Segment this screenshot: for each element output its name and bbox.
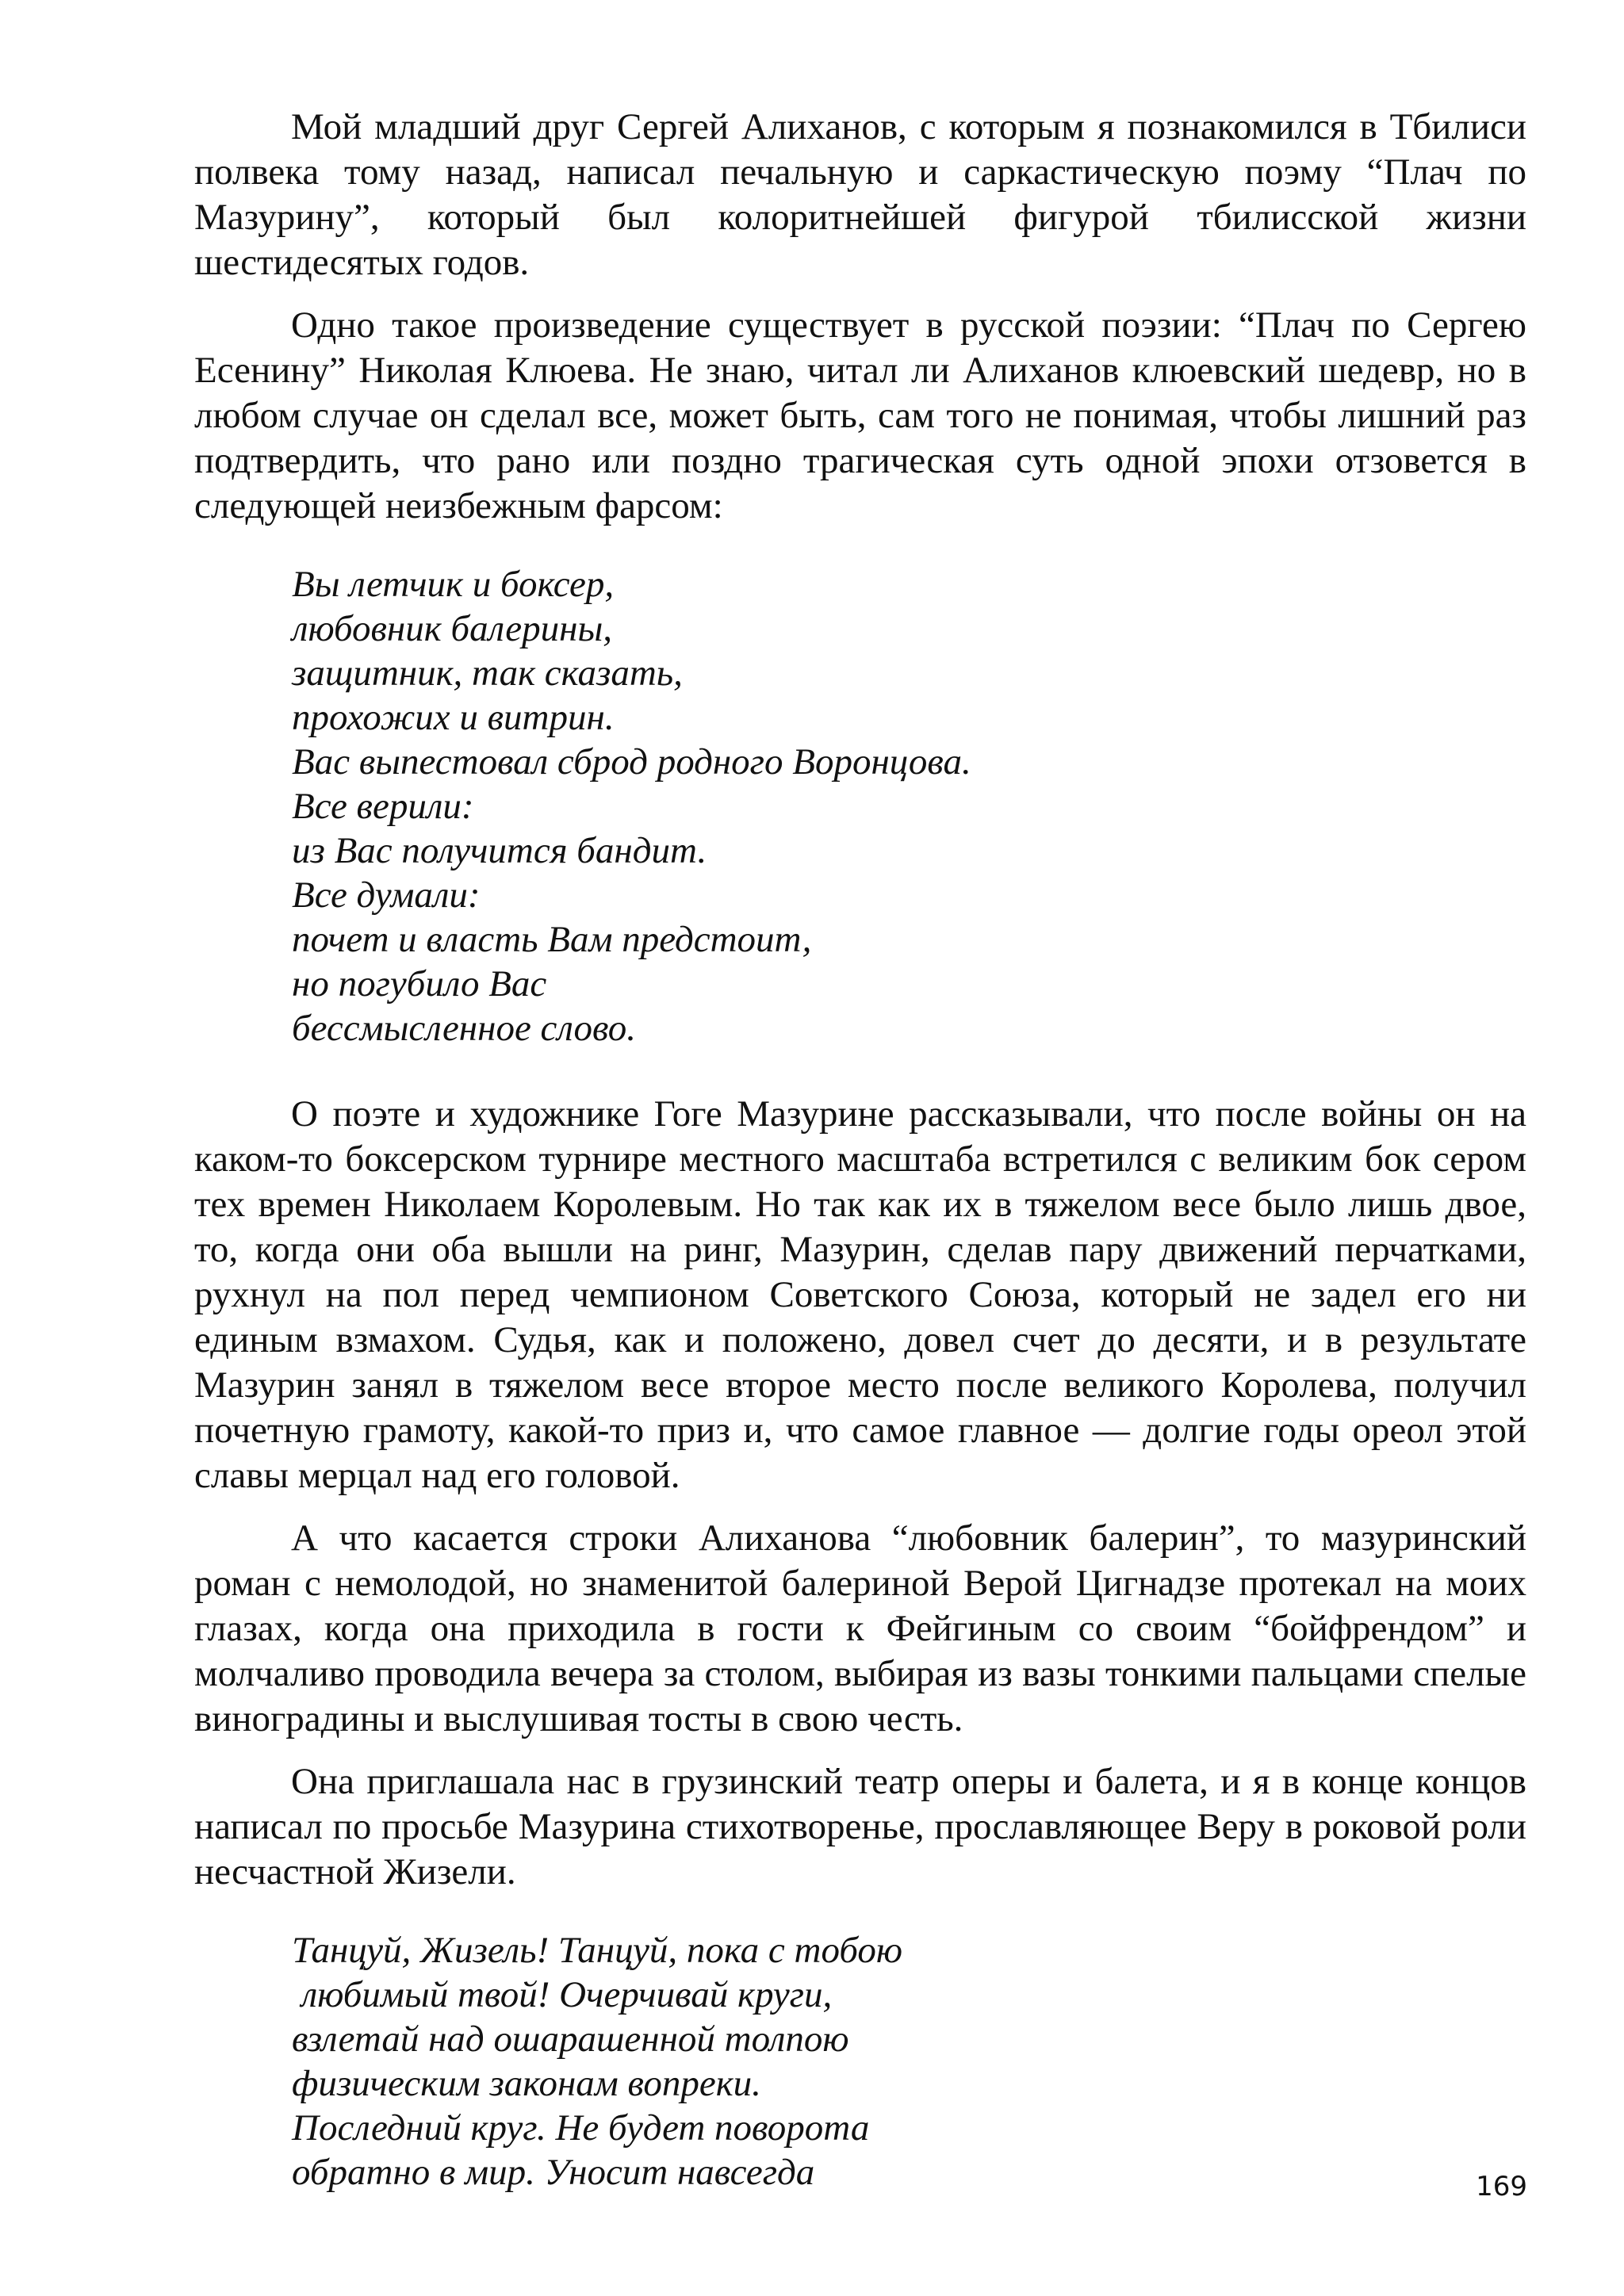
verse-line: прохожих и витрин. (292, 697, 615, 738)
paragraph-boxing-story: О поэте и художнике Гоге Мазурине рассказывали, что после войны он на каком-то боксерском турнире местного масштаба встретился с великим бок сером тех времен Николаем Королевым. Но так как их в тяжелом весе было лишь двое, то, когда они оба вышли на ринг, Мазурин, сделав пару движений перчатками, рухнул на пол перед чемпионом Советского Союза, который не задел его ни единым взмахом. Судья, как и положено, довел счет до десяти, и в результате Мазурин занял в тяжелом весе второе место после великого Королева, получил почетную грамоту, какой-то приз и, что самое главное — долгие годы ореол этой славы мерцал над его головой. (194, 1093, 1526, 1496)
verse-line: обратно в мир. Уносит навсегда (292, 2152, 815, 2193)
page-number: 169 (1476, 2171, 1527, 2202)
verse-giselle-excerpt (292, 1928, 1526, 2195)
verse-line: любовник балерины, (292, 608, 613, 649)
verse-line: Танцуй, Жизель! Танцуй, пока с тобою (292, 1930, 903, 1971)
verse-line: любимый твой! Очерчивай круги, (292, 1974, 833, 2015)
paragraph-alikhanov-poem: Мой младший друг Сергей Алиханов, с которым я познакомился в Тбилиси полвека тому назад, написал печальную и саркастическую поэму “Плач по Мазурину”, который был колоритнейшей фигурой тбилисской жизни шестидесятых годов. (194, 106, 1526, 283)
verse-line: но погубило Вас (292, 963, 547, 1004)
verse-line: бессмысленное слово. (292, 1008, 637, 1049)
page-body (194, 105, 1526, 2195)
verse-line: Последний круг. Не будет поворота (292, 2107, 870, 2149)
verse-line: Все думали: (292, 874, 481, 916)
verse-line: защитник, так сказать, (292, 652, 683, 694)
verse-line: Вас выпестовал сброд родного Воронцова. (292, 741, 971, 783)
verse-line: почет и власть Вам предстоит, (292, 919, 812, 960)
verse-line: взлетай над ошарашенной толпою (292, 2019, 849, 2060)
paragraph-ballerina-romance: А что касается строки Алиханова “любовник балерин”, то мазуринский роман с немолодой, но знаменитой балериной Верой Цигнадзе протекал на моих глазах, когда она приходила в гости к Фейгиным со своим “бойфрендом” и молчаливо проводила вечера за столом, выбирая из вазы тонкими пальцами спелые виноградины и выслушивая тосты в свою честь. (194, 1517, 1526, 1739)
paragraph-giselle-poem: Она приглашала нас в грузинский театр оперы и балета, и я в конце концов написал по просьбе Мазурина стихотворенье, прославляющее Веру в роковой роли несчастной Жизели. (194, 1761, 1526, 1892)
verse-alikhanov-excerpt (292, 562, 1526, 1050)
paragraph-klyuev-lament: Одно такое произведение существует в русской поэзии: “Плач по Сергею Есенину” Николая Клюева. Не знаю, читал ли Алиханов клюевский шедевр, но в любом случае он сделал все, может быть, сам того не понимая, чтобы лишний раз подтвердить, что рано или поздно трагическая суть одной эпохи отзовется в следующей неизбежным фарсом: (194, 304, 1526, 526)
verse-line: Все верили: (292, 786, 474, 827)
verse-line: из Вас получится бандит. (292, 830, 707, 871)
verse-line: Вы летчик и боксер, (292, 564, 615, 605)
verse-line: физическим законам вопреки. (292, 2063, 761, 2104)
